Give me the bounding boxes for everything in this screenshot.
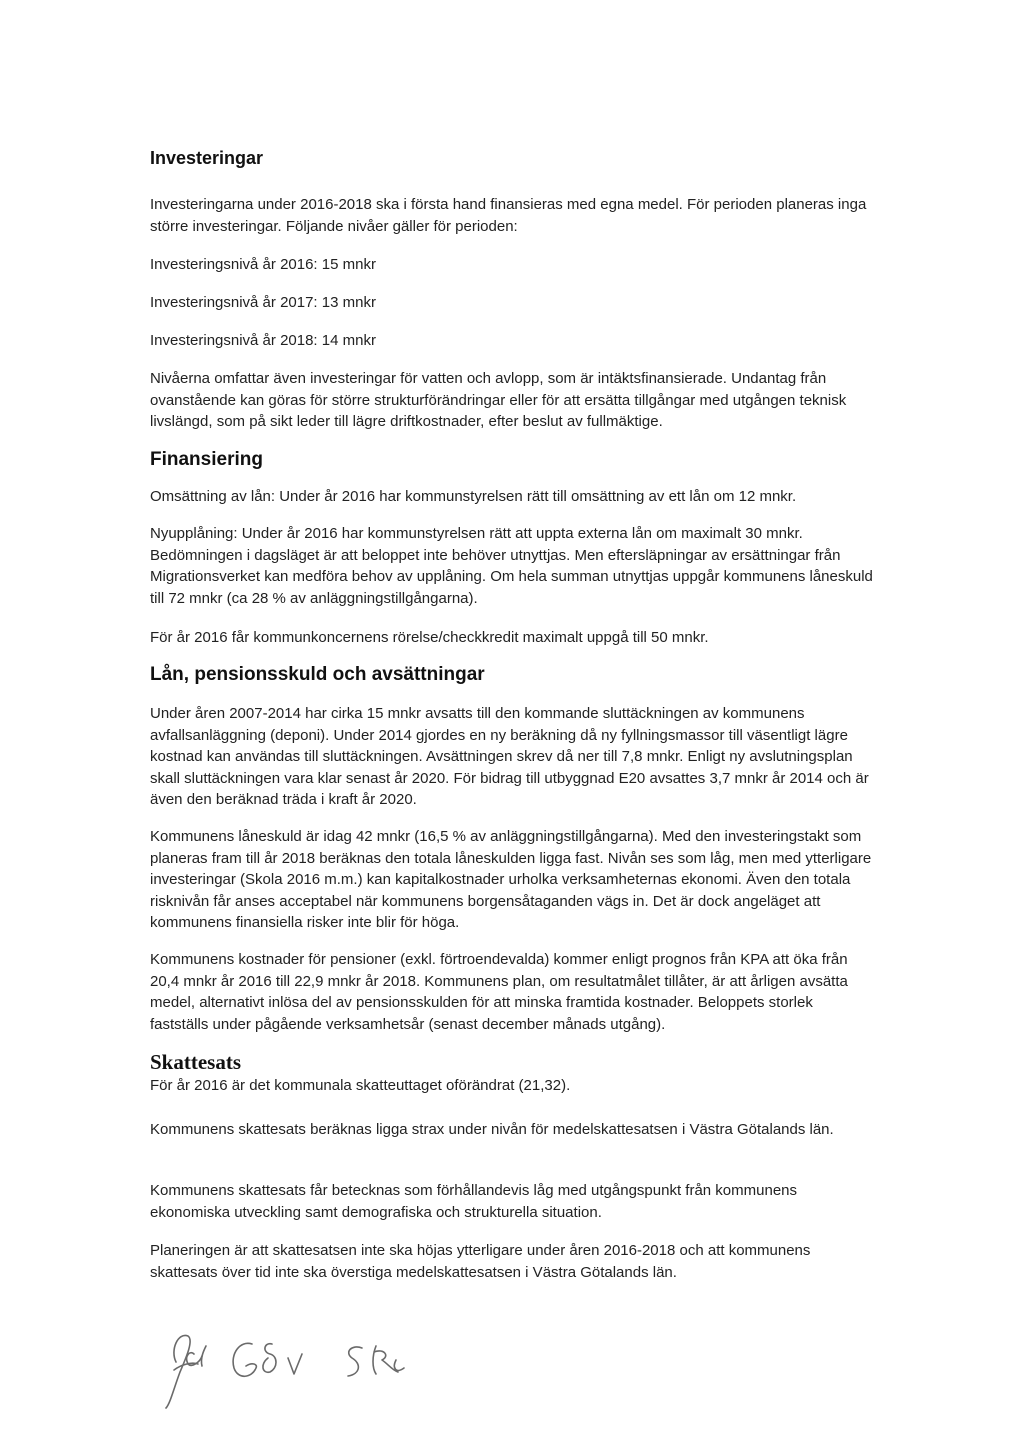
investment-level-2018: Investeringsnivå år 2018: 14 mnkr xyxy=(150,332,376,349)
paragraph-lan-pensioner: Kommunens kostnader för pensioner (exkl. förtroendevalda) kommer enligt prognos från KPA att öka från 20,4 mnkr år 2016 till 22,9 mnkr år 2018. Kommunens plan, om resultatmålet tillåter, är att årligen avsätta medel, alternativt inlösa del av pensionsskulden för att minska framtida kostnader. Beloppets storlek fastställs under pågående verksamhetsår (senast december månads utgång). xyxy=(150,951,848,1033)
heading-finansiering: Finansiering xyxy=(150,449,263,470)
paragraph-lan-laneskuld: Kommunens låneskuld är idag 42 mnkr (16,5 % av anläggningstillgångarna). Med den investeringstakt som planeras fram till år 2018 beräknas den totala låneskulden ligga fast. Nivån ses som låg, men med ytterligare investeringar (Skola 2016 m.m.) kan kapitalkostnader urholka verksamheternas ekonomi. Även den totala risknivån får anses acceptabel när kommunens borgensåtaganden vägs in. Det är dock angeläget att kommunens finansiella risker inte blir för höga. xyxy=(150,828,872,931)
paragraph-skattesats-planering: Planeringen är att skattesatsen inte ska höjas ytterligare under åren 2016-2018 och att kommunens skattesats över tid inte ska överstiga medelskattesatsen i Västra Götalands län. xyxy=(150,1242,811,1281)
heading-investeringar: Investeringar xyxy=(150,148,264,168)
paragraph-skattesats-lag: Kommunens skattesats får betecknas som förhållandevis låg med utgångspunkt från kommunens ekonomiska utveckling samt demografiska och strukturella situation. xyxy=(150,1182,798,1221)
paragraph-investeringar-note: Nivåerna omfattar även investeringar för vatten och avlopp, som är intäktsfinansierade. Undantag från ovanstående kan göras för större strukturförändringar eller för att ersätta tillgångar med utgången teknisk livslängd, som på sikt leder till lägre driftkostnader, efter beslut av fullmäktige. xyxy=(150,370,847,430)
handwritten-signature xyxy=(148,1310,568,1410)
paragraph-investeringar-intro: Investeringarna under 2016-2018 ska i första hand finansieras med egna medel. För perioden planeras inga större investeringar. Följande nivåer gäller för perioden: xyxy=(150,196,867,235)
paragraph-finansiering-omsattning: Omsättning av lån: Under år 2016 har kommunstyrelsen rätt till omsättning av ett lån om 12 mnkr. xyxy=(150,488,797,505)
heading-skattesats: Skattesats xyxy=(150,1050,242,1074)
paragraph-lan-deponi: Under åren 2007-2014 har cirka 15 mnkr avsatts till den kommande sluttäckningen av kommunens avfallsanläggning (deponi). Under 2014 gjordes en ny beräkning då ny fyllningsmassor till väsentligt lägre kostnad kan användas till sluttäckningen. Avsättningen skrev då ner till 7,8 mnkr. Enligt ny avslutningsplan skall sluttäckningen vara klar senast år 2020. För bidrag till utbyggnad E20 avsattes 3,7 mnkr år 2014 och är även den beräknad träda i kraft år 2020. xyxy=(150,705,869,808)
investment-level-2016: Investeringsnivå år 2016: 15 mnkr xyxy=(150,256,376,273)
paragraph-skattesats-2016: För år 2016 är det kommunala skatteuttaget oförändrat (21,32). xyxy=(150,1077,571,1094)
paragraph-finansiering-nyupplaning: Nyupplåning: Under år 2016 har kommunstyrelsen rätt att uppta externa lån om maximalt 30 mnkr. Bedömningen i dagsläget är att beloppet inte behöver utnyttjas. Men eftersläpningar av ersättningar från Migrationsverket kan medföra behov av upplåning. Om hela summan utnyttjas uppgår kommunens låneskuld till 72 mnkr (ca 28 % av anläggningstillgångarna). xyxy=(150,525,873,607)
paragraph-skattesats-medel: Kommunens skattesats beräknas ligga strax under nivån för medelskattesatsen i Västra Götalands län. xyxy=(150,1121,834,1138)
investment-level-2017: Investeringsnivå år 2017: 13 mnkr xyxy=(150,294,376,311)
paragraph-finansiering-checkkredit: För år 2016 får kommunkoncernens rörelse/checkkredit maximalt uppgå till 50 mnkr. xyxy=(150,629,709,646)
heading-lan-pensionsskuld: Lån, pensionsskuld och avsättningar xyxy=(150,664,485,685)
